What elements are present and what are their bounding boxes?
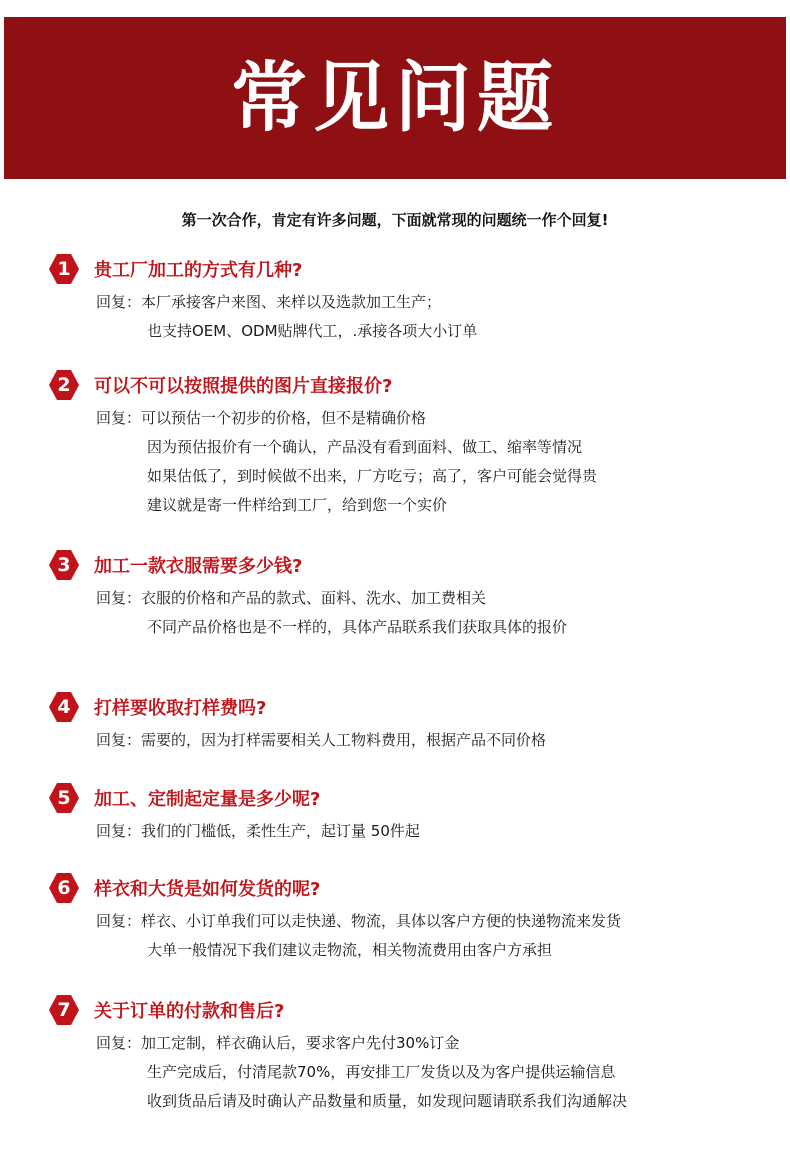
faq-answer-line: 因为预估报价有一个确认，产品没有看到面料、做工、缩率等情况 — [147, 438, 583, 456]
faq-answer-line: 回复：我们的门槛低，柔性生产，起订量 50件起 — [96, 822, 420, 840]
faq-answers — [48, 1029, 768, 1116]
faq-number: 4 — [57, 696, 71, 718]
number-badge-icon — [48, 691, 80, 723]
number-badge-icon — [48, 872, 80, 904]
faq-answer-line: 收到货品后请及时确认产品数量和质量，如发现问题请联系我们沟通解决 — [147, 1092, 628, 1110]
faq-answers — [48, 584, 768, 642]
faq-number: 3 — [57, 554, 71, 576]
faq-answers — [48, 288, 768, 346]
faq-number: 7 — [57, 999, 71, 1021]
faq-number: 5 — [57, 787, 71, 809]
faq-question-row — [48, 995, 768, 1025]
number-badge-icon — [48, 369, 80, 401]
faq-answers — [48, 817, 768, 846]
faq-answer-line: 回复：可以预估一个初步的价格，但不是精确价格 — [96, 409, 427, 427]
faq-question: 加工一款衣服需要多少钱? — [94, 556, 303, 577]
faq-item — [48, 783, 768, 846]
faq-number: 1 — [57, 258, 71, 280]
faq-answer-line: 生产完成后，付清尾款70%，再安排工厂发货以及为客户提供运输信息 — [147, 1063, 616, 1081]
faq-question: 可以不可以按照提供的图片直接报价? — [94, 376, 393, 397]
number-badge-icon — [48, 549, 80, 581]
faq-answer-line: 回复：衣服的价格和产品的款式、面料、洗水、加工费相关 — [96, 589, 487, 607]
number-badge-icon — [48, 253, 80, 285]
faq-answers — [48, 726, 768, 755]
intro-text: 第一次合作，肯定有许多问题，下面就常现的问题统一作个回复! — [181, 211, 609, 229]
faq-question-row — [48, 783, 768, 813]
number-badge-icon — [48, 782, 80, 814]
faq-question-row — [48, 873, 768, 903]
faq-item — [48, 692, 768, 755]
faq-item — [48, 995, 768, 1116]
faq-answer-line: 回复：样衣、小订单我们可以走快递、物流，具体以客户方便的快递物流来发货 — [96, 912, 622, 930]
faq-question-row — [48, 550, 768, 580]
faq-question-row — [48, 692, 768, 722]
faq-question: 加工、定制起定量是多少呢? — [94, 789, 321, 810]
faq-answer-line: 回复：本厂承接客户来图、来样以及选款加工生产； — [96, 293, 442, 311]
faq-item — [48, 550, 768, 642]
header-banner — [4, 17, 786, 179]
faq-answer-line: 也支持OEM、ODM贴牌代工，.承接各项大小订单 — [147, 322, 478, 340]
faq-item — [48, 873, 768, 965]
number-badge-icon — [48, 994, 80, 1026]
page-title: 常见问题 — [231, 53, 559, 142]
faq-answer-line: 大单一般情况下我们建议走物流，相关物流费用由客户方承担 — [147, 941, 553, 959]
faq-number: 2 — [57, 374, 71, 396]
faq-answer-line: 不同产品价格也是不一样的，具体产品联系我们获取具体的报价 — [147, 618, 568, 636]
faq-answer-line: 回复：需要的，因为打样需要相关人工物料费用，根据产品不同价格 — [96, 731, 547, 749]
faq-answers — [48, 907, 768, 965]
faq-question: 样衣和大货是如何发货的呢? — [94, 879, 321, 900]
faq-answer-line: 建议就是寄一件样给到工厂，给到您一个实价 — [147, 496, 448, 514]
faq-question: 关于订单的付款和售后? — [94, 1001, 285, 1022]
faq-number: 6 — [57, 877, 71, 899]
faq-item — [48, 370, 768, 520]
faq-answer-line: 如果估低了，到时候做不出来，厂方吃亏；高了，客户可能会觉得贵 — [147, 467, 598, 485]
faq-answer-line: 回复：加工定制，样衣确认后，要求客户先付30%订金 — [96, 1034, 460, 1052]
faq-question: 贵工厂加工的方式有几种? — [94, 260, 303, 281]
faq-answers — [48, 404, 768, 520]
faq-question-row — [48, 254, 768, 284]
faq-question-row — [48, 370, 768, 400]
faq-item — [48, 254, 768, 346]
faq-question: 打样要收取打样费吗? — [94, 698, 267, 719]
